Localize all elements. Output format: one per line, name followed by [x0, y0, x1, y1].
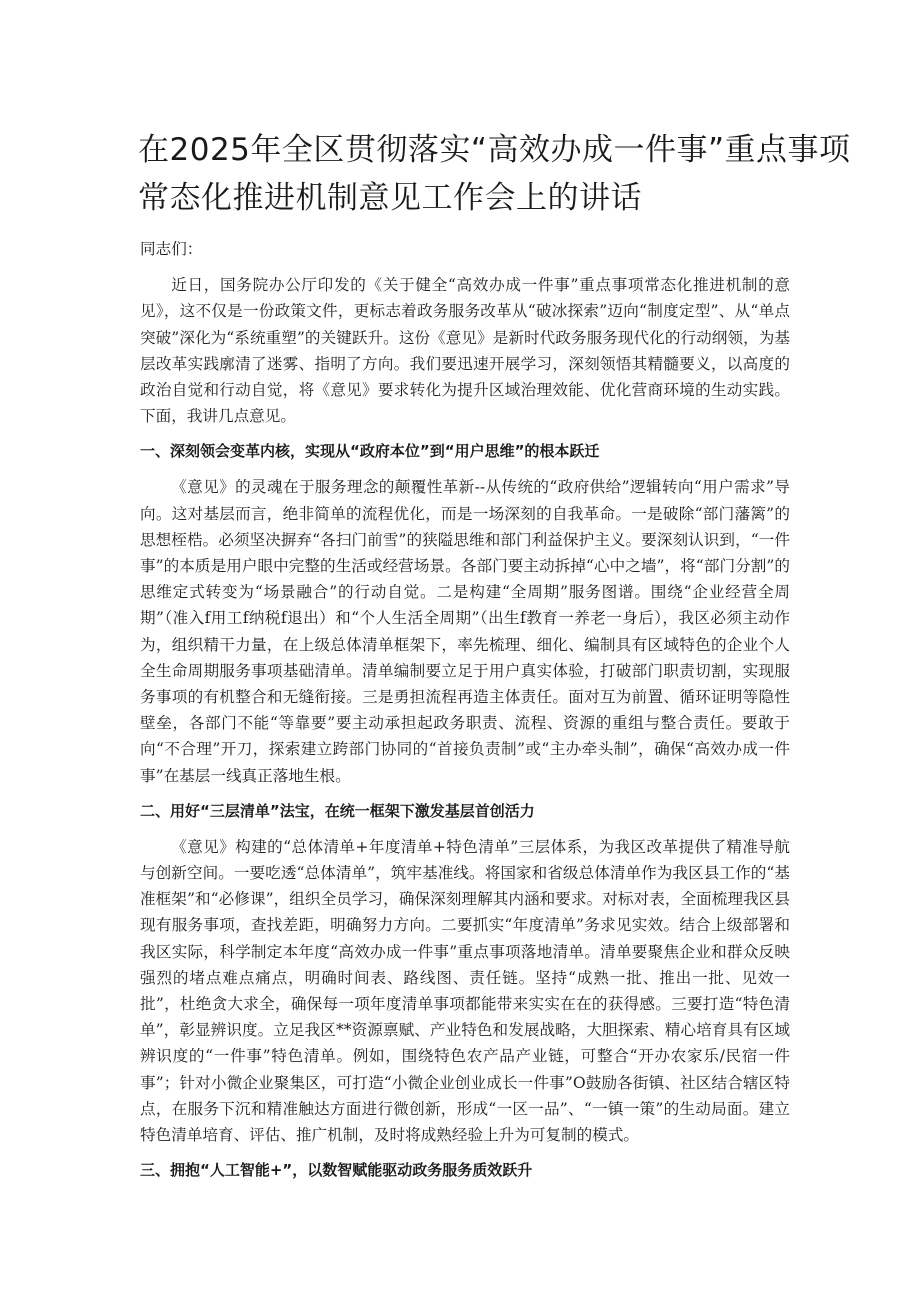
section-paragraph-2: 《意见》构建的“总体清单+年度清单+特色清单”三层体系，为我区改革提供了精准导航与创新空间。一要吃透“总体清单”，筑牢基准线。将国家和省级总体清单作为我区县工作的“基准框架”和“必修课”，组织全员学习，确保深刻理解其内涵和要求。对标对表，全面梳理我区县现有服务事项，查找差距，明确努力方向。二要抓实“年度清单”务求见实效。结合上级部署和我区实际，科学制定本年度“高效办成一件事”重点事项落地清单。清单要聚焦企业和群众反映强烈的堵点难点痛点，明确时间表、路线图、责任链。坚持“成熟一批、推出一批、见效一批”，杜绝贪大求全，确保每一项年度清单事项都能带来实实在在的获得感。三要打造“特色清单”，彰显辨识度。立足我区**资源禀赋、产业特色和发展战略，大胆探索、精心培育具有区域辨识度的“一件事”特色清单。例如，围绕特色农产品产业链，可整合“开办农家乐/民宿一件事”；针对小微企业聚集区，可打造“小微企业创业成长一件事”O鼓励各街镇、社区结合辖区特点，在服务下沉和精准触达方面进行微创新，形成“一区一品”、“一镇一策”的生动局面。建立特色清单培育、评估、推广机制，及时将成熟经验上升为可复制的模式。 — [140, 837, 790, 1145]
section-paragraph-1: 《意见》的灵魂在于服务理念的颠覆性革新--从传统的“政府供给”逻辑转向“用户需求”导向。这对基层而言，绝非简单的流程优化，而是一场深刻的自我革命。一是破除“部门藩篱”的思想桎梏。必须坚决摒弃“各扫门前雪”的狭隘思维和部门利益保护主义。要深刻认识到，“一件事”的本质是用户眼中完整的生活或经营场景。各部门要主动拆掉“心中之墙”，将“部门分割”的思维定式转变为“场景融合”的行动自觉。二是构建“全周期”服务图谱。围绕“企业经营全周期”（准入f用工f纳税f退出）和“个人生活全周期”（出生f教育一养老一身后），我区必须主动作为，组织精干力量，在上级总体清单框架下，率先梳理、细化、编制具有区域特色的企业个人全生命周期服务事项基础清单。清单编制要立足于用户真实体验，打破部门职责切割，实现服务事项的有机整合和无缝衔接。三是勇担流程再造主体责任。面对互为前置、循环证明等隐性壁垒，各部门不能“等靠要”要主动承担起政务职责、流程、资源的重组与整合责任。要敢于向“不合理”开刀，探索建立跨部门协同的“首接负责制”或“主办牵头制”，确保“高效办成一件事”在基层一线真正落地生根。 — [140, 478, 790, 785]
section-heading-1: 一、深刻领会变革内核，实现从“政府本位”到“用户思维”的根本跃迁 — [140, 442, 600, 461]
title-line-1: 在2025年全区贯彻落实“高效办成一件事”重点事项 — [138, 132, 851, 168]
greeting: 同志们： — [140, 240, 203, 258]
page-title — [138, 126, 851, 222]
section-heading-3: 三、拥抱“人工智能+”，以数智赋能驱动政务服务质效跃升 — [140, 1161, 533, 1180]
title-line-2: 常态化推进机制意见工作会上的讲话 — [138, 180, 642, 216]
intro-paragraph: 近日，国务院办公厅印发的《关于健全“高效办成一件事”重点事项常态化推进机制的意见》，这不仅是一份政策文件，更标志着政务服务改革从“破冰探索”迈向“制度定型”、从“单点突破”深化为“系统重塑”的关键跃升。这份《意见》是新时代政务服务现代化的行动纲领，为基层改革实践廓清了迷雾、指明了方向。我们要迅速开展学习，深刻领悟其精髓要义，以高度的政治自觉和行动自觉，将《意见》要求转化为提升区域治理效能、优化营商环境的生动实践。下面，我讲几点意见。 — [140, 276, 790, 426]
section-heading-2: 二、用好“三层清单”法宝，在统一框架下激发基层首创活力 — [140, 801, 535, 820]
document-body — [140, 236, 790, 1193]
